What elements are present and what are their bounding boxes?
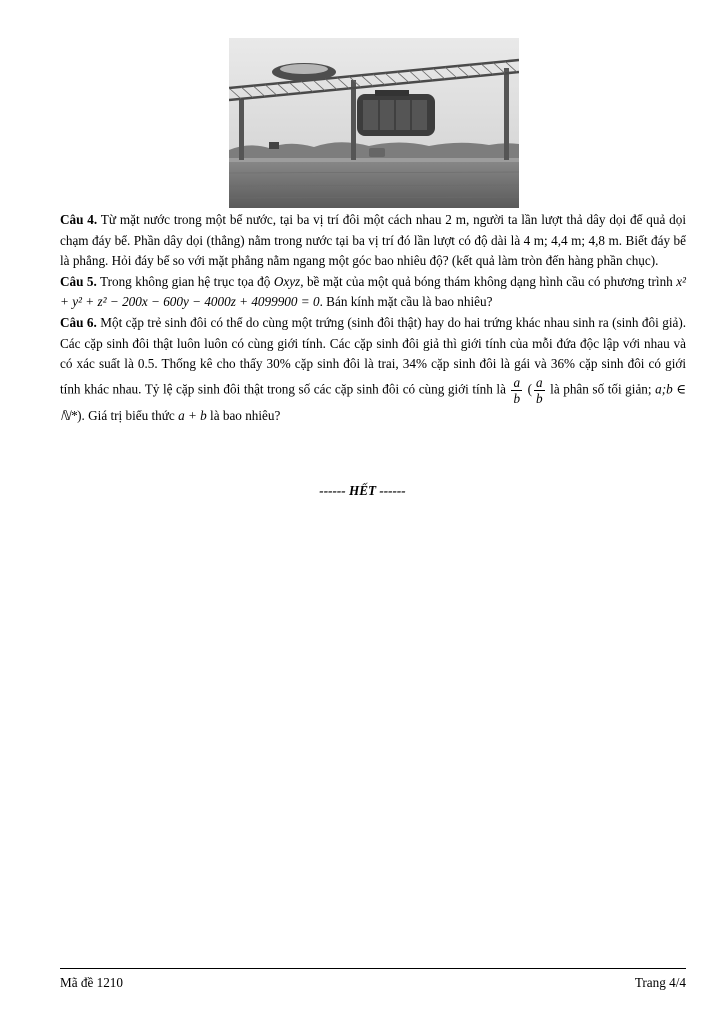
fraction-note: là phân số tối giản;	[546, 381, 656, 397]
fraction-a-over-b	[511, 375, 522, 406]
question-6-label: Câu 6.	[60, 314, 97, 330]
question-4-text: Từ mặt nước trong một bể nước, tại ba vị trí đôi một cách nhau 2 m, người ta lần lượt thả dây dọi để quả dọi chạm đáy bể. Phần dây dọi (thẳng) nằm trong nước tại ba vị trí đó lần lượt có độ dài là 4 m; 4,4 m; 4,8 m. Biết đáy bể là phẳng. Hỏi đáy bể so với mặt phẳng nằm ngang một góc bao nhiêu độ? (kết quả làm tròn đến hàng phần chục).	[60, 212, 687, 269]
question-6-text-end: là bao nhiêu?	[206, 407, 281, 423]
question-5-text-before: Trong không gian hệ trục tọa độ	[100, 273, 274, 289]
fraction-numerator: a	[513, 374, 521, 390]
exam-code: Mã đề 1210	[60, 975, 123, 990]
footer-divider	[60, 968, 686, 969]
question-4	[60, 210, 686, 272]
monorail-photo	[229, 38, 519, 208]
question-5-text-middle: , bề mặt của một quả bóng thám không dạng hình cầu có phương trình	[300, 273, 677, 289]
question-6-text: Một cặp trẻ sinh đôi có thể do cùng một trứng (sinh đôi thật) hay do hai trứng khác nhau sinh ra (sinh đôi giả). Các cặp sinh đôi thật luôn luôn có cùng giới tính. Các cặp sinh đôi giả thì giới tính của mỗi đứa độc lập với nhau và có xác suất là 0.5. Thống kê cho thấy 30% cặp sinh đôi là trai, 34% cặp sinh đôi là gái và 36% cặp sinh đôi có giới tính khác nhau. Tỷ lệ cặp sinh đôi thật trong số các cặp sinh đôi có cùng giới tính là	[60, 314, 687, 397]
page-number: Trang 4/4	[634, 975, 686, 990]
question-5	[60, 272, 686, 313]
fraction-denominator: b	[513, 390, 521, 406]
fraction-denominator-2: b	[536, 390, 543, 406]
paren-open: (	[524, 381, 533, 397]
end-marker: ------ HẾT ------	[319, 483, 406, 498]
question-6	[60, 313, 686, 426]
questions	[60, 210, 686, 426]
expression: a + b	[178, 407, 207, 423]
fraction-numerator-2: a	[536, 374, 543, 390]
question-5-label: Câu 5.	[60, 273, 97, 289]
condition: a;b ∈ ℕ*	[60, 381, 687, 423]
coordinate-system: Oxyz	[273, 273, 301, 289]
sphere-equation: x² + y² + z² − 200x − 600y − 4000z + 4099900 = 0	[60, 273, 687, 310]
question-5-text-after: . Bán kính mặt cầu là bao nhiêu?	[319, 294, 493, 310]
question-4-label: Câu 4.	[60, 212, 98, 227]
question-6-text-after-condition: ). Giá trị biểu thức	[77, 407, 179, 423]
fraction-a-over-b-2	[534, 375, 545, 406]
